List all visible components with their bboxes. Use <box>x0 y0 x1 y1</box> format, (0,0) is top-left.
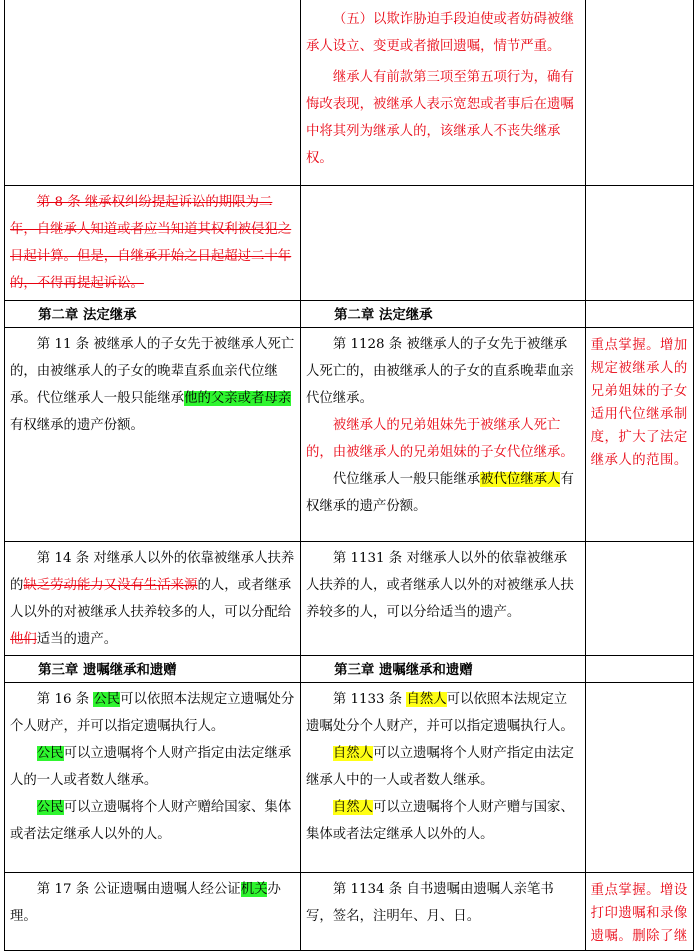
old-law-cell <box>5 186 301 301</box>
note-cell: 重点掌握。增设打印遗嘱和录像遗嘱。删除了继 <box>585 873 693 951</box>
chapter-heading: 第三章 遗嘱继承和遗赠 <box>301 656 586 683</box>
note-cell: 重点掌握。增加规定被继承人的兄弟姐妹的子女适用代位继承制度，扩大了法定继承人的范围。 <box>585 328 693 542</box>
old-law-text: 第 17 条 公证遗嘱由遗嘱人经公证机关办理。 <box>10 882 281 924</box>
chapter-heading: 第二章 法定继承 <box>301 301 586 328</box>
table-row <box>5 0 694 186</box>
highlight-yellow: 自然人 <box>406 692 447 707</box>
deleted-article-text: 第 8 条 继承权纠纷提起诉讼的期限为二年，自继承人知道或者应当知道其权利被侵犯之日起计算。但是，自继承开始之日起超过二十年的，不得再提起诉讼。 <box>10 195 292 291</box>
old-law-cell <box>5 683 301 873</box>
old-law-cell <box>5 328 301 542</box>
note-cell <box>585 542 693 656</box>
new-law-text: 被继承人的兄弟姐妹先于被继承人死亡的，由被继承人的兄弟姐妹的子女代位继承。 <box>306 418 574 460</box>
deleted-text: 他们 <box>10 632 37 647</box>
table-row <box>5 542 694 656</box>
note-cell <box>585 186 693 301</box>
old-law-cell <box>5 0 301 186</box>
old-law-cell <box>5 542 301 656</box>
chapter-heading: 第二章 法定继承 <box>5 301 301 328</box>
old-law-text: 公民可以立遗嘱将个人财产指定由法定继承人的一人或者数人继承。 <box>10 746 292 788</box>
new-law-cell <box>301 0 586 186</box>
highlight-green: 公民 <box>36 746 64 761</box>
new-law-cell <box>301 683 586 873</box>
new-law-text: 继承人有前款第三项至第五项行为，确有悔改表现，被继承人表示宽恕或者事后在遗嘱中将其列为继承人的，该继承人不丧失继承权。 <box>306 70 574 166</box>
law-comparison-table <box>4 0 694 951</box>
old-law-cell <box>5 873 301 951</box>
new-law-text: （五）以欺诈胁迫手段迫使或者妨碍被继承人设立、变更或者撤回遗嘱，情节严重。 <box>306 12 574 54</box>
table-row <box>5 873 694 951</box>
new-law-text: 自然人可以立遗嘱将个人财产赠与国家、集体或者法定继承人以外的人。 <box>306 800 574 842</box>
old-law-text: 第 14 条 对继承人以外的依靠被继承人扶养的缺乏劳动能力又没有生活来源的人，或者继承人以外的对被继承人扶养较多的人，可以分配给他们适当的遗产。 <box>10 551 295 647</box>
new-law-cell <box>301 328 586 542</box>
new-law-cell <box>301 873 586 951</box>
new-law-text: 自然人可以立遗嘱将个人财产指定由法定继承人中的一人或者数人继承。 <box>306 746 574 788</box>
highlight-yellow: 自然人 <box>332 746 373 761</box>
note-cell <box>585 301 693 328</box>
old-law-text: 公民可以立遗嘱将个人财产赠给国家、集体或者法定继承人以外的人。 <box>10 800 292 842</box>
highlight-green: 公民 <box>36 800 64 815</box>
table-row <box>5 328 694 542</box>
new-law-cell <box>301 186 586 301</box>
highlight-green: 公民 <box>93 692 121 707</box>
highlight-yellow: 自然人 <box>332 800 373 815</box>
highlight-green: 机关 <box>240 882 268 897</box>
new-law-cell <box>301 542 586 656</box>
note-cell <box>585 683 693 873</box>
old-law-text: 第 16 条 公民可以依照本法规定立遗嘱处分个人财产，并可以指定遗嘱执行人。 <box>10 692 295 734</box>
deleted-text: 缺乏劳动能力又没有生活来源 <box>23 578 198 593</box>
table-row <box>5 186 694 301</box>
table-row <box>5 301 694 328</box>
table-row <box>5 656 694 683</box>
new-law-text: 第 1131 条 对继承人以外的依靠被继承人扶养的人，或者继承人以外的对被继承人扶养较多的人，可以分给适当的遗产。 <box>306 551 574 620</box>
new-law-text: 第 1128 条 被继承人的子女先于被继承人死亡的，由被继承人的子女的直系晚辈血亲代位继承。 <box>306 337 574 406</box>
table-row <box>5 683 694 873</box>
new-law-text: 第 1133 条 自然人可以依照本法规定立遗嘱处分个人财产，并可以指定遗嘱执行人。 <box>306 692 574 734</box>
new-law-text: 代位继承人一般只能继承被代位继承人有权继承的遗产份额。 <box>306 472 574 514</box>
note-cell <box>585 656 693 683</box>
chapter-heading: 第三章 遗嘱继承和遗赠 <box>5 656 301 683</box>
highlight-yellow: 被代位继承人 <box>480 472 561 487</box>
highlight-green: 他的父亲或者母亲 <box>184 391 292 406</box>
old-law-text: 第 11 条 被继承人的子女先于被继承人死亡的，由被继承人的子女的晚辈直系血亲代位继承。代位继承人一般只能继承他的父亲或者母亲有权继承的遗产份额。 <box>10 337 295 433</box>
new-law-text: 第 1134 条 自书遗嘱由遗嘱人亲笔书写，签名，注明年、月、日。 <box>306 882 554 924</box>
note-cell <box>585 0 693 186</box>
